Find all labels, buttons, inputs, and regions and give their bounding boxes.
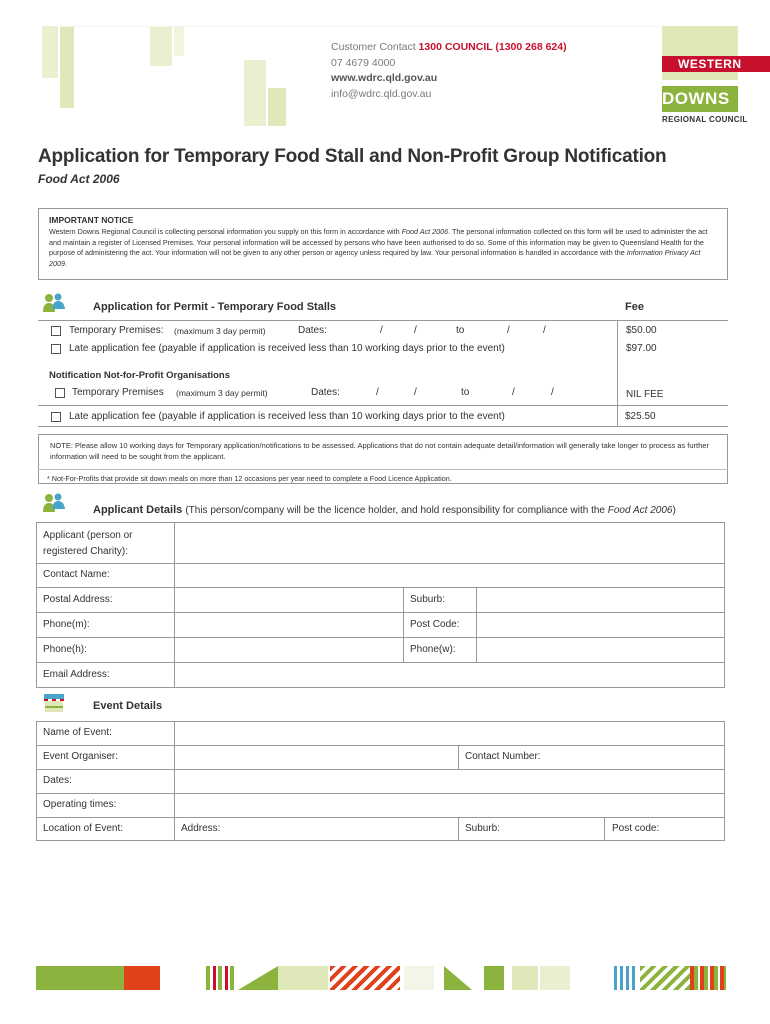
divider	[458, 745, 459, 769]
event-name-label: Name of Event:	[43, 727, 112, 738]
applicant-field[interactable]	[176, 524, 723, 562]
email-link[interactable]: info@wdrc.qld.gov.au	[331, 87, 432, 100]
divider	[36, 612, 725, 613]
email-label: Email Address:	[43, 669, 110, 680]
header-deco-block	[268, 88, 286, 126]
divider	[36, 769, 725, 770]
form-subtitle: Food Act 2006	[38, 172, 120, 186]
contact-number-label: Contact Number:	[465, 751, 541, 762]
phone-home-label: Phone(h):	[43, 644, 87, 655]
footer-stripe	[640, 966, 690, 990]
footer-stripe	[36, 966, 124, 990]
divider	[403, 587, 404, 662]
header-deco-block	[150, 26, 172, 66]
footer-stripe	[278, 966, 328, 990]
postal-address-label: Postal Address:	[43, 594, 113, 605]
header-deco-block	[42, 26, 58, 78]
address-field[interactable]	[228, 819, 457, 840]
contact-number: 1300 COUNCIL (1300 268 624)	[418, 41, 567, 53]
event-suburb-field[interactable]	[508, 819, 603, 840]
dates-label: Dates:	[311, 387, 340, 398]
divider	[617, 320, 618, 426]
header-deco-block	[60, 26, 660, 27]
divider	[38, 320, 728, 321]
date-slash: /	[414, 325, 417, 336]
contact-label: Customer Contact	[331, 41, 416, 53]
date-slash: /	[512, 387, 515, 398]
applicant-label: Applicant (person or registered Charity):	[43, 530, 133, 557]
divider	[36, 793, 725, 794]
header-deco-block	[244, 60, 266, 126]
event-suburb-label: Suburb:	[465, 823, 501, 834]
temporary-premises-checkbox[interactable]	[51, 326, 61, 336]
divider	[38, 426, 728, 427]
date-slash: /	[414, 387, 417, 398]
event-heading: Event Details	[93, 700, 163, 712]
logo-text-council: REGIONAL COUNCIL	[662, 115, 748, 124]
council-logo	[662, 26, 770, 130]
phone-home-field[interactable]	[176, 639, 402, 661]
website-link[interactable]: www.wdrc.qld.gov.au	[331, 72, 438, 84]
divider	[174, 522, 175, 688]
processing-note: NOTE: Please allow 10 working days for Temporary application/notifications to be assessed. Applications that do not contain adequate detail/information will generally take longer to process as further information will need to be sought from the applicant.	[50, 441, 709, 461]
address-label: Address:	[181, 823, 221, 834]
date-slash: /	[376, 387, 379, 398]
operating-times-field[interactable]	[176, 795, 723, 816]
notice-heading: IMPORTANT NOTICE	[49, 215, 134, 225]
contact-number-field[interactable]	[548, 747, 723, 768]
applicant-heading: Applicant Details (This person/company will be the licence holder, and hold responsibility for compliance with the Food Act 2006)	[93, 504, 676, 516]
divider	[476, 587, 477, 662]
nfp-premises-note: (maximum 3 day permit)	[176, 388, 268, 398]
nfp-premises-label: Temporary Premises	[72, 387, 164, 398]
contact-name-label: Contact Name:	[43, 569, 110, 580]
postcode-label: Post Code:	[410, 619, 460, 630]
divider	[36, 817, 725, 818]
phone-work-label: Phone(w):	[410, 644, 456, 655]
fee-heading: Fee	[625, 301, 644, 313]
postcode-field[interactable]	[478, 614, 723, 636]
header-deco-block	[174, 26, 184, 56]
form-title: Application for Temporary Food Stall and Non-Profit Group Notification	[38, 146, 667, 167]
logo-text-western: WESTERN	[662, 56, 770, 72]
phone-number: 07 4679 4000	[331, 56, 396, 69]
footer-stripe	[484, 966, 504, 990]
market-stall-icon	[42, 692, 66, 714]
divider	[36, 563, 725, 564]
footer-stripe	[404, 966, 434, 990]
event-name-field[interactable]	[176, 723, 723, 744]
event-organiser-field[interactable]	[176, 747, 457, 768]
contact-block	[331, 40, 567, 102]
date-slash: /	[380, 325, 383, 336]
footer-stripe	[444, 966, 472, 990]
nfp-late-fee-label: Late application fee (payable if application is received less than 10 working days prior to the event)	[69, 411, 505, 422]
event-dates-field[interactable]	[176, 771, 723, 792]
footer-stripe	[540, 966, 570, 990]
footer-stripe	[614, 966, 636, 990]
nfp-premises-fee: NIL FEE	[626, 389, 664, 400]
logo-text-downs: DOWNS	[662, 86, 738, 112]
postal-address-field[interactable]	[176, 589, 402, 611]
dates-label: Dates:	[298, 325, 327, 336]
event-postcode-label: Post code:	[612, 823, 660, 834]
email-field[interactable]	[176, 664, 723, 687]
temporary-premises-note: (maximum 3 day permit)	[174, 326, 266, 336]
phone-work-field[interactable]	[478, 639, 723, 661]
important-notice	[38, 208, 728, 280]
event-postcode-field[interactable]	[666, 819, 723, 840]
people-icon	[42, 292, 66, 314]
notice-body: Western Downs Regional Council is collecting personal information you supply on this form in accordance with Food Act 2006. The personal information collected on this form will be used to administer the act and maintain a register of Licensed Premises. Your personal information will be accessed by persons who have been authorised to do so. Some of this information may be given to Queensland Health for the purpose of administering the act. Your information will not be given to any other person or agency unless required by law. Your personal information is handled in accordance with the Information Privacy Act 2009.	[49, 227, 708, 268]
nfp-note: * Not-For-Profits that provide sit down meals on more than 12 occasions per year need to complete a Food Licence Application.	[47, 474, 452, 483]
late-fee-checkbox[interactable]	[51, 344, 61, 354]
header-deco-block	[60, 26, 74, 108]
temporary-premises-label: Temporary Premises:	[69, 325, 164, 336]
nfp-premises-checkbox[interactable]	[55, 388, 65, 398]
contact-name-field[interactable]	[176, 565, 723, 586]
nfp-heading: Notification Not-for-Profit Organisations	[49, 370, 231, 381]
phone-mobile-field[interactable]	[176, 614, 402, 636]
divider	[38, 405, 728, 406]
footer-stripe	[690, 966, 726, 990]
footer-stripe	[512, 966, 538, 990]
nfp-late-fee-amount: $25.50	[625, 411, 656, 422]
operating-times-label: Operating times:	[43, 799, 117, 810]
divider	[36, 745, 725, 746]
divider	[174, 721, 175, 841]
suburb-label: Suburb:	[410, 594, 446, 605]
date-slash: /	[507, 325, 510, 336]
footer-stripe	[124, 966, 160, 990]
date-slash: /	[551, 387, 554, 398]
suburb-field[interactable]	[478, 589, 723, 611]
permit-heading: Application for Permit - Temporary Food Stalls	[93, 301, 337, 313]
divider	[36, 587, 725, 588]
date-slash: /	[543, 325, 546, 336]
footer-stripe	[238, 966, 278, 990]
divider	[604, 817, 605, 841]
divider	[36, 637, 725, 638]
temporary-premises-fee: $50.00	[626, 325, 657, 336]
to-label: to	[461, 387, 470, 398]
late-fee-amount: $97.00	[626, 343, 657, 354]
location-label: Location of Event:	[43, 823, 124, 834]
divider	[458, 817, 459, 841]
late-fee-label: Late application fee (payable if application is received less than 10 working days prior to the event)	[69, 343, 505, 354]
divider	[36, 662, 725, 663]
divider	[38, 469, 728, 470]
to-label: to	[456, 325, 465, 336]
event-organiser-label: Event Organiser:	[43, 751, 119, 762]
event-dates-label: Dates:	[43, 775, 72, 786]
footer-stripe	[330, 966, 400, 990]
nfp-late-fee-checkbox[interactable]	[51, 412, 61, 422]
footer-stripe	[206, 966, 236, 990]
phone-mobile-label: Phone(m):	[43, 619, 90, 630]
people-icon	[42, 492, 66, 514]
